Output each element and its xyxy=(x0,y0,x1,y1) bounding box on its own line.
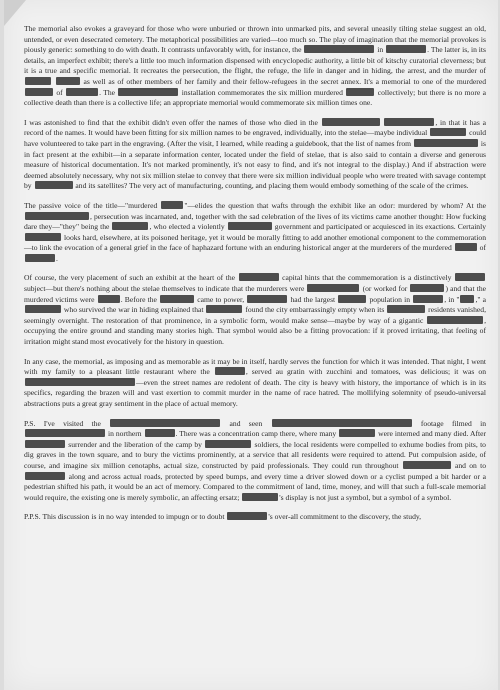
paragraph-3: The passive voice of the title—"murdered "—elides the question that wafts through the exhibit like an odor: murdered by whom? At the , persecution was incarnated, and, together with the sad celebration of the lives of its victims came another thought: How fucking dare they—"they" being the , who elected a violently government and participated or acquiesced in its exactions. Certainly looks hard, elsewhere, at its poisoned heritage, yet it would be morally fitting to add another emotional component to the commemoration—to link the evocation of a general grief in the face of haphazard fortune with an enduring historical anger at the murderers of the murdered of . xyxy=(24,200,487,263)
redaction-block xyxy=(247,295,287,303)
redaction-block xyxy=(25,233,61,241)
redaction-block xyxy=(384,118,434,126)
redaction-block xyxy=(460,295,474,303)
redaction-block xyxy=(414,139,478,147)
paragraph-2: I was astonished to find that the exhibit didn't even offer the names of those who died in the , in that it has a record of the names. It would have been fitting for six million names to be engraved, individually, into the stelae—maybe individual could have volunteered to take part in the engraving. (After the visit, I learned, while reading a guidebook, that the list of names from is in fact present at the exhibit—in a separate information center, located under the field of stelae, that is also said to contain a diverse and generous measure of historical documentation. It's not marked prominently, it's not easy to find, and it's not integral to the display.) And if abstraction were deemed absolutely necessary, why not six million stelae to convey that there were six million individual people who were treated with savage contempt by and its satellites? The very act of manufacturing, counting, and placing them would embody something of the scale of the crimes. xyxy=(24,117,486,191)
redaction-block xyxy=(387,305,425,313)
redaction-block xyxy=(272,419,412,427)
redaction-block xyxy=(161,201,183,209)
paragraph-5: In any case, the memorial, as imposing and as memorable as it may be in itself, hardly serves the function for which it was intended. That night, I went with my family to a pleasant little restaurant where the , served au gratin with zucchini and tomatoes, was delicious; it was on —even the street names are redolent of death. The city is heavy with history, the importance of which is in its specifics, regarding the brazen will and vast exertion to commit murder in the name of race hatred. The mollifying solemnity of pseudo-universal abstractions puts a great gray sentiment in the place of actual memory. xyxy=(24,356,486,408)
redaction-block xyxy=(239,273,279,281)
redaction-block xyxy=(338,295,366,303)
redaction-block xyxy=(66,88,98,96)
redaction-block xyxy=(56,77,80,85)
redaction-block xyxy=(25,440,65,448)
paragraph-7: P.P.S. This discussion is in no way intended to impugn or to doubt 's over-all commitment to the discovery, the study, xyxy=(24,512,422,522)
folded-corner xyxy=(4,0,26,26)
redaction-block xyxy=(160,295,194,303)
redaction-block xyxy=(25,378,135,386)
redaction-block xyxy=(25,305,61,313)
redaction-block xyxy=(403,461,451,469)
redaction-block xyxy=(227,512,267,520)
redaction-block xyxy=(413,295,443,303)
redaction-block xyxy=(110,419,220,427)
redaction-block xyxy=(145,429,175,437)
redaction-block xyxy=(339,429,375,437)
redaction-block xyxy=(25,77,51,85)
redaction-block xyxy=(205,440,251,448)
redaction-block xyxy=(112,222,148,230)
redaction-block xyxy=(455,273,485,281)
paragraph-1: The memorial also evokes a graveyard for those who were unburied or thrown into unmarked pits, and several uneasily tilting stelae suggest an old, untended, or even desecrated cemetery. The metaphorical possibilities are varied—too much so. The play of imagination that the memorial provokes is piously generic: something to do with death. It contrasts unfavorably with, for instance, the in . The latter is, in its details, an imperfect exhibit; there's a little too much information dispensed with encyclopedic authority, a little bit of kitschy curatorial cleverness; but it is a true and specific memorial. It recreates the persecution, the flight, the refuge, the life in danger and in hiding, the arrest, and the murder of as well as of other members of her family and their fellow-refugees in the secret annex. It's a memorial to one of the murdered of . The installation commemorates the six million murdered collectively; but there is no more a collective death than there is a collective life; an appropriate memorial would commemorate six million times one. xyxy=(24,24,486,108)
document-body xyxy=(24,24,486,532)
redaction-block xyxy=(25,429,105,437)
redaction-block xyxy=(118,88,178,96)
redaction-block xyxy=(25,472,65,480)
redaction-block xyxy=(304,45,374,53)
redaction-block xyxy=(25,212,89,220)
paragraph-4: Of course, the very placement of such an exhibit at the heart of the capital hints that the commemoration is a distinctively subject—but there's nothing about the stelae themselves to indicate that the murderers were (or worked for ) and that the murdered victims were . Before the came to power, had the largest population in , in " ," a who survived the war in hiding explained that found the city embarrassingly empty when its residents vanished, seemingly overnight. The restoration of that prominence, in a symbolic form, would make sense—maybe by way of a gigantic , occupying the entire ground and standing many stories high. That symbol would also be a fitting provocation: if it proved irritating, that feeling of irritation might stand most evocatively for the history in question. xyxy=(24,273,487,347)
redaction-block xyxy=(35,181,73,189)
redaction-block xyxy=(307,284,359,292)
redaction-block xyxy=(322,118,380,126)
redaction-block xyxy=(206,305,242,313)
paragraph-6: P.S. I've visited the and seen footage filmed in in northern . There was a concentration camp there, where many were interned and many died. After surrender and the liberation of the camp by soldiers, the local residents were compelled to exhume bodies from pits, to dig graves in the town square, and to bury the victims prominently, at a service that all residents were required to attend. Put compulsion aside, of course, and imagine six million cenotaphs, actual size, constructed by paid professionals. They could run throughout and on to along and across actual roads, protected by speed bumps, and every time a driver slowed down or a cyclist pumped a bit harder or a pedestrian shifted his path, it would be an act of memory. Compared to the commitment of land, time, money, and will that such a full-scale memorial would require, the existing one is merely symbolic, an affecting ersatz; 's display is not just a symbol, but a symbol of a symbol. xyxy=(24,418,487,502)
redaction-block xyxy=(427,316,483,324)
redaction-block xyxy=(242,493,278,501)
redaction-block xyxy=(386,45,426,53)
redaction-block xyxy=(228,222,272,230)
redaction-block xyxy=(98,295,120,303)
redaction-block xyxy=(410,284,444,292)
redaction-block xyxy=(215,367,245,375)
redaction-block xyxy=(25,254,55,262)
redaction-block xyxy=(455,243,477,251)
redaction-block xyxy=(25,88,53,96)
redaction-block xyxy=(430,128,466,136)
redaction-block xyxy=(346,88,374,96)
scanned-page xyxy=(4,0,498,690)
